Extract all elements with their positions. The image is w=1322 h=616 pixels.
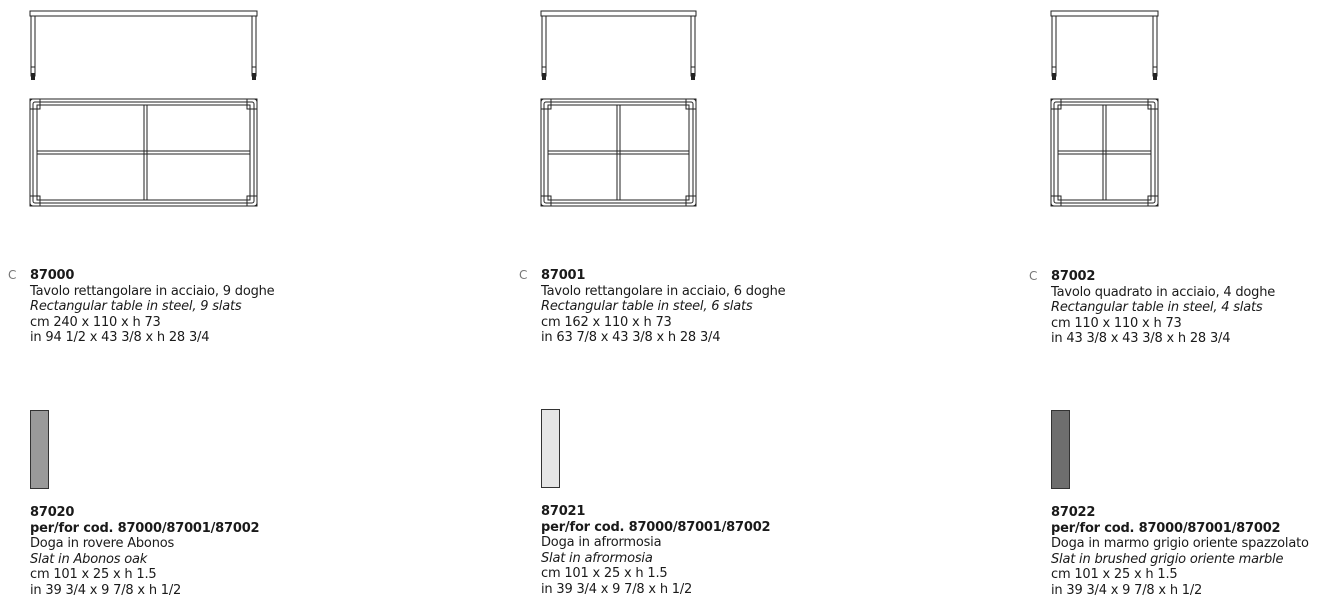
dimensions-cm: cm 101 x 25 x h 1.5 [30, 567, 157, 582]
table-87000-badge: C [8, 268, 17, 282]
product-name-en: Rectangular table in steel, 4 slats [1051, 300, 1263, 315]
table-87002-info [1051, 269, 1275, 347]
product-name-it: Tavolo rettangolare in acciaio, 6 doghe [541, 283, 786, 299]
table-87002-badge: C [1029, 269, 1038, 283]
slat-code: 87020 [30, 505, 75, 520]
dimensions-in: in 39 3/4 x 9 7/8 x h 1/2 [541, 581, 693, 597]
slat-name-it: Doga in afrormosia [541, 535, 662, 550]
slat-compatibility: per/for cod. 87000/87001/87002 [1051, 520, 1281, 536]
dimensions-cm: cm 240 x 110 x h 73 [30, 314, 161, 330]
slat-87020-info [30, 505, 259, 598]
table-87000-front-elevation [29, 10, 259, 82]
table-87000-top-plan [29, 98, 259, 208]
product-code: 87001 [541, 268, 586, 283]
dimensions-cm: cm 110 x 110 x h 73 [1051, 315, 1182, 331]
product-code: 87002 [1051, 269, 1096, 284]
dimensions-in: in 39 3/4 x 9 7/8 x h 1/2 [1051, 582, 1203, 598]
dimensions-cm: cm 162 x 110 x h 73 [541, 314, 672, 330]
slat-name-it: Doga in rovere Abonos [30, 536, 175, 551]
table-87001-badge: C [519, 268, 528, 282]
table-87001-info [541, 268, 785, 346]
slat-compatibility: per/for cod. 87000/87001/87002 [30, 520, 260, 536]
dimensions-cm: cm 101 x 25 x h 1.5 [1051, 567, 1178, 582]
table-87001-front-elevation [540, 10, 698, 82]
product-code: 87000 [30, 268, 75, 283]
product-name-en: Rectangular table in steel, 6 slats [541, 299, 753, 314]
slat-87022-swatch [1051, 410, 1070, 489]
dimensions-in: in 39 3/4 x 9 7/8 x h 1/2 [30, 582, 182, 598]
slat-name-en: Slat in afrormosia [541, 550, 653, 566]
slat-87021-info [541, 504, 770, 597]
table-87002-front-elevation [1050, 10, 1160, 82]
table-87002-top-plan [1050, 98, 1160, 208]
slat-code: 87022 [1051, 505, 1096, 520]
slat-87022-info [1051, 505, 1309, 598]
product-name-en: Rectangular table in steel, 9 slats [30, 299, 242, 314]
slat-code: 87021 [541, 504, 586, 519]
slat-name-en: Slat in brushed grigio oriente marble [1051, 551, 1284, 567]
dimensions-cm: cm 101 x 25 x h 1.5 [541, 566, 668, 581]
slat-87021-swatch [541, 409, 560, 488]
dimensions-in: in 43 3/8 x 43 3/8 x h 28 3/4 [1051, 331, 1231, 346]
table-87000-info [30, 268, 274, 346]
slat-name-it: Doga in marmo grigio oriente spazzolato [1051, 536, 1309, 551]
dimensions-in: in 63 7/8 x 43 3/8 x h 28 3/4 [541, 330, 721, 345]
slat-87020-swatch [30, 410, 49, 489]
product-name-it: Tavolo rettangolare in acciaio, 9 doghe [30, 283, 275, 299]
slat-compatibility: per/for cod. 87000/87001/87002 [541, 519, 771, 535]
slat-name-en: Slat in Abonos oak [30, 551, 148, 567]
product-name-it: Tavolo quadrato in acciaio, 4 doghe [1051, 284, 1276, 300]
table-87001-top-plan [540, 98, 698, 208]
dimensions-in: in 94 1/2 x 43 3/8 x h 28 3/4 [30, 330, 210, 345]
